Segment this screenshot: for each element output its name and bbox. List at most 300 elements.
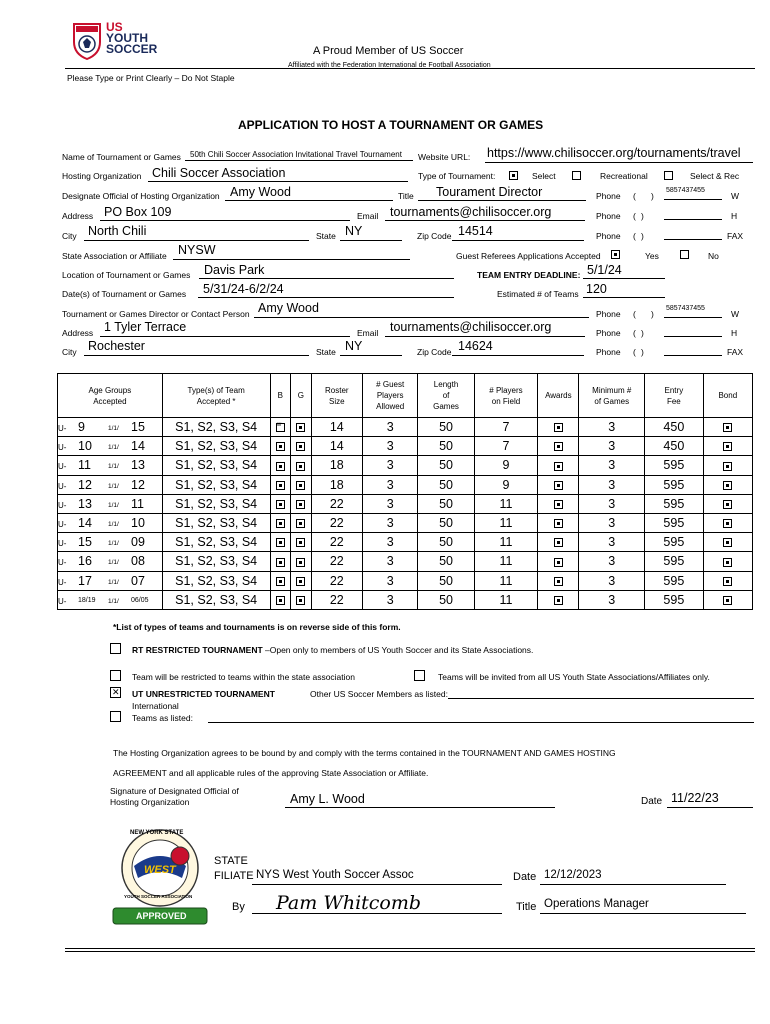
boys-cell[interactable] [270, 475, 291, 494]
header-min: Minimum # of Games [579, 374, 645, 418]
guest-cell[interactable]: 3 [362, 475, 417, 494]
guest-ref-label: Guest Referees Applications Accepted [456, 251, 601, 261]
seal-top: NEW YORK STATE [130, 830, 184, 836]
types-cell[interactable]: S1, S2, S3, S4 [162, 475, 270, 494]
roster-cell[interactable]: 18 [311, 475, 362, 494]
date-prefix: 1/1/ [108, 540, 119, 548]
age-cell[interactable] [58, 571, 163, 590]
bond-checkbox[interactable] [723, 442, 732, 451]
type-recreational-label: Recreational [600, 171, 648, 181]
length-cell[interactable]: 50 [418, 533, 474, 552]
ut-checkbox[interactable] [110, 687, 121, 698]
length-cell[interactable]: 50 [418, 475, 474, 494]
age-cell[interactable] [58, 475, 163, 494]
dates-field[interactable]: 5/31/24-6/2/24 [203, 282, 284, 296]
guest-ref-yes-checkbox[interactable] [611, 250, 620, 259]
guest-cell[interactable]: 3 [362, 571, 417, 590]
min-cell[interactable]: 3 [579, 494, 645, 513]
header-b: B [270, 374, 291, 418]
date-label: Date [641, 796, 663, 807]
girls-checkbox[interactable] [296, 462, 305, 471]
header-bond: Bond [703, 374, 752, 418]
paren: ( [633, 309, 636, 319]
approved-seal [110, 826, 210, 926]
header-awards: Awards [538, 374, 579, 418]
girls-checkbox[interactable] [296, 538, 305, 547]
location-field[interactable]: Davis Park [204, 263, 265, 277]
length-cell[interactable]: 50 [418, 437, 474, 456]
fee-cell[interactable]: 595 [645, 571, 704, 590]
types-cell[interactable]: S1, S2, S3, S4 [162, 552, 270, 571]
official-title-field[interactable]: Tourament Director [436, 185, 543, 199]
city-field[interactable]: North Chili [88, 224, 147, 238]
date-prefix: 1/1/ [108, 425, 119, 432]
phone-w-field[interactable]: 5857437455 [666, 187, 705, 194]
girls-cell[interactable] [291, 513, 312, 532]
affiliate-field[interactable]: NYS West Youth Soccer Assoc [256, 869, 414, 881]
girls-cell[interactable] [291, 437, 312, 456]
header-types: Type(s) of Team Accepted * [162, 374, 270, 418]
location-label: Location of Tournament or Games [62, 270, 191, 280]
boys-cell[interactable] [270, 552, 291, 571]
girls-cell[interactable] [291, 475, 312, 494]
deadline-field[interactable]: 5/1/24 [587, 263, 622, 277]
girls-checkbox[interactable] [296, 558, 305, 567]
invited-label: Teams will be invited from all US Youth State Associations/Affiliates only. [438, 672, 710, 682]
length-cell[interactable]: 50 [418, 456, 474, 475]
min-cell[interactable]: 3 [579, 437, 645, 456]
by-label: By [232, 901, 245, 913]
length-cell[interactable]: 50 [418, 552, 474, 571]
birth-year: 08 [131, 554, 145, 569]
type-select-label: Select [532, 171, 556, 181]
state-label: State [316, 231, 336, 241]
dir-city-field[interactable]: Rochester [88, 339, 145, 353]
roster-cell[interactable]: 22 [311, 552, 362, 571]
awards-cell[interactable] [538, 456, 579, 475]
agreement-line2: AGREEMENT and all applicable rules of the approving State Association or Affiliate. [113, 768, 429, 778]
field-cell[interactable]: 11 [474, 590, 538, 609]
bond-cell[interactable] [703, 418, 752, 437]
boys-cell[interactable] [270, 590, 291, 609]
awards-checkbox[interactable] [554, 538, 563, 547]
seal-mid: WEST [144, 864, 176, 876]
zip-label: Zip Code [417, 231, 452, 241]
dir-fax-phone-label: Phone [596, 347, 621, 357]
girls-checkbox[interactable] [296, 423, 305, 432]
dir-w-label: W [731, 309, 740, 319]
guest-cell[interactable]: 3 [362, 590, 417, 609]
sig-label: Signature of Designated Official of Hosting Organization [110, 786, 239, 807]
min-cell[interactable]: 3 [579, 475, 645, 494]
field-cell[interactable]: 7 [474, 418, 538, 437]
email-label: Email [357, 211, 379, 221]
rt-checkbox[interactable] [110, 643, 121, 654]
min-cell[interactable]: 3 [579, 571, 645, 590]
guest-cell[interactable]: 3 [362, 533, 417, 552]
signature-field[interactable]: Amy L. Wood [290, 792, 365, 806]
birth-year: 11 [131, 496, 144, 511]
bond-checkbox[interactable] [723, 558, 732, 567]
age-cell[interactable] [58, 590, 163, 609]
bond-cell[interactable] [703, 513, 752, 532]
bond-cell[interactable] [703, 456, 752, 475]
field-cell[interactable]: 9 [474, 475, 538, 494]
boys-checkbox[interactable] [276, 558, 285, 567]
field-cell[interactable]: 11 [474, 533, 538, 552]
logo-line1: US [106, 20, 123, 34]
fee-cell[interactable]: 450 [645, 437, 704, 456]
birth-year: 09 [131, 535, 145, 550]
approval-state-label: STATE [214, 855, 248, 867]
field-cell[interactable]: 11 [474, 552, 538, 571]
tagline: A Proud Member of US Soccer [313, 45, 464, 57]
boys-checkbox[interactable] [276, 596, 285, 605]
girls-checkbox[interactable] [296, 481, 305, 490]
awards-cell[interactable] [538, 571, 579, 590]
age-value: 10 [78, 439, 92, 454]
field-cell[interactable]: 7 [474, 437, 538, 456]
rt-bold: RT RESTRICTED TOURNAMENT [132, 645, 263, 655]
table-row [58, 533, 753, 552]
girls-checkbox[interactable] [296, 577, 305, 586]
roster-cell[interactable]: 22 [311, 494, 362, 513]
table-row [58, 590, 753, 609]
header-roster: Roster Size [311, 374, 362, 418]
approval-date-field[interactable]: 12/12/2023 [544, 869, 602, 881]
by-signature[interactable]: Pam Whitcomb [276, 892, 422, 914]
official-label: Designate Official of Hosting Organization [62, 191, 220, 201]
age-groups-table [57, 373, 753, 610]
bond-checkbox[interactable] [723, 500, 732, 509]
guest-cell[interactable]: 3 [362, 437, 417, 456]
address-label: Address [62, 211, 94, 221]
boys-checkbox[interactable] [276, 423, 285, 432]
guest-cell[interactable]: 3 [362, 418, 417, 437]
logo-line2: YOUTH [106, 31, 148, 45]
awards-checkbox[interactable] [554, 442, 563, 451]
awards-checkbox[interactable] [554, 596, 563, 605]
length-cell[interactable]: 50 [418, 513, 474, 532]
dir-state-field[interactable]: NY [345, 339, 363, 353]
types-cell[interactable]: S1, S2, S3, S4 [162, 418, 270, 437]
roster-cell[interactable]: 22 [311, 571, 362, 590]
roster-cell[interactable]: 18 [311, 456, 362, 475]
min-cell[interactable]: 3 [579, 552, 645, 571]
u-prefix: U- [58, 519, 67, 529]
tournament-name-field[interactable]: 50th Chili Soccer Association Invitational Travel Tournament [190, 150, 402, 159]
dir-address-label: Address [62, 328, 94, 338]
footer-divider-2 [65, 951, 755, 952]
fee-cell[interactable]: 595 [645, 552, 704, 571]
bond-cell[interactable] [703, 533, 752, 552]
birth-year: 14 [131, 439, 145, 454]
field-cell[interactable]: 11 [474, 494, 538, 513]
awards-cell[interactable] [538, 590, 579, 609]
girls-checkbox[interactable] [296, 519, 305, 528]
paren: ( [633, 347, 636, 357]
official-field[interactable]: Amy Wood [230, 185, 291, 199]
types-cell[interactable]: S1, S2, S3, S4 [162, 456, 270, 475]
age-value: 12 [78, 477, 92, 492]
bond-cell[interactable] [703, 475, 752, 494]
awards-cell[interactable] [538, 437, 579, 456]
boys-cell[interactable] [270, 418, 291, 437]
dir-phone-label: Phone [596, 309, 621, 319]
address-field[interactable]: PO Box 109 [104, 205, 172, 219]
email-field[interactable]: tournaments@chilisoccer.org [390, 205, 552, 219]
birth-year: 10 [131, 515, 145, 530]
fee-cell[interactable]: 595 [645, 533, 704, 552]
age-value: 13 [78, 496, 92, 511]
paren: ( [633, 211, 636, 221]
bond-cell[interactable] [703, 437, 752, 456]
awards-checkbox[interactable] [554, 481, 563, 490]
u-prefix: U- [58, 424, 67, 433]
guest-ref-no-checkbox[interactable] [680, 250, 689, 259]
type-select-rec-checkbox[interactable] [664, 171, 673, 180]
approval-affiliate-label: FILIATE [214, 870, 254, 882]
state-field[interactable]: NY [345, 224, 363, 238]
length-cell[interactable]: 50 [418, 418, 474, 437]
state-assoc-field[interactable]: NYSW [178, 243, 216, 257]
website-label: Website URL: [418, 152, 471, 162]
awards-cell[interactable] [538, 552, 579, 571]
type-select-checkbox[interactable] [509, 171, 518, 180]
age-cell[interactable] [58, 418, 163, 437]
guest-cell[interactable]: 3 [362, 456, 417, 475]
types-cell[interactable]: S1, S2, S3, S4 [162, 533, 270, 552]
min-cell[interactable]: 3 [579, 590, 645, 609]
tournament-name-label: Name of Tournament or Games [62, 152, 181, 162]
awards-cell[interactable] [538, 513, 579, 532]
header-field: # Players on Field [474, 374, 538, 418]
girls-cell[interactable] [291, 552, 312, 571]
awards-cell[interactable] [538, 494, 579, 513]
age-cell[interactable] [58, 494, 163, 513]
est-teams-label: Estimated # of Teams [497, 289, 579, 299]
roster-cell[interactable]: 14 [311, 418, 362, 437]
types-cell[interactable]: S1, S2, S3, S4 [162, 590, 270, 609]
international-label: International [132, 701, 179, 711]
h-label: H [731, 211, 738, 221]
awards-checkbox[interactable] [554, 423, 563, 432]
guest-cell[interactable]: 3 [362, 552, 417, 571]
fee-cell[interactable]: 595 [645, 494, 704, 513]
u-prefix: U- [58, 500, 67, 510]
boys-checkbox[interactable] [276, 538, 285, 547]
est-teams-field[interactable]: 120 [586, 282, 607, 296]
type-label: Type of Tournament: [418, 171, 496, 181]
hosting-org-label: Hosting Organization [62, 171, 142, 181]
logo-line3: SOCCER [106, 42, 158, 56]
age-cell[interactable] [58, 552, 163, 571]
girls-cell[interactable] [291, 590, 312, 609]
teams-listed-label: Teams as listed: [132, 713, 193, 723]
rt-label [132, 645, 533, 655]
birth-year: 07 [131, 573, 145, 588]
bond-checkbox[interactable] [723, 596, 732, 605]
roster-cell[interactable]: 22 [311, 513, 362, 532]
table-row [58, 494, 753, 513]
fee-cell[interactable]: 595 [645, 456, 704, 475]
dir-h-label: H [731, 328, 738, 338]
awards-cell[interactable] [538, 533, 579, 552]
bond-checkbox[interactable] [723, 538, 732, 547]
zip-field[interactable]: 14514 [458, 224, 493, 238]
roster-cell[interactable]: 22 [311, 533, 362, 552]
awards-cell[interactable] [538, 418, 579, 437]
girls-cell[interactable] [291, 571, 312, 590]
table-row [58, 513, 753, 532]
u-prefix: U- [58, 596, 67, 606]
girls-checkbox[interactable] [296, 442, 305, 451]
table-row [58, 418, 753, 437]
types-cell[interactable]: S1, S2, S3, S4 [162, 513, 270, 532]
dir-zip-label: Zip Code [417, 347, 452, 357]
header-fee: Entry Fee [645, 374, 704, 418]
min-cell[interactable]: 3 [579, 456, 645, 475]
u-prefix: U- [58, 558, 67, 568]
boys-checkbox[interactable] [276, 462, 285, 471]
approval-title-label: Title [516, 901, 537, 913]
fee-cell[interactable]: 595 [645, 590, 704, 609]
dir-phone-field[interactable]: 5857437455 [666, 305, 705, 312]
age-value: 11 [78, 458, 91, 473]
teams-listed-checkbox[interactable] [110, 711, 121, 722]
yes-label: Yes [645, 251, 659, 261]
length-cell[interactable]: 50 [418, 494, 474, 513]
girls-checkbox[interactable] [296, 500, 305, 509]
dir-address-field[interactable]: 1 Tyler Terrace [104, 320, 187, 334]
phone-w-label: W [731, 191, 740, 201]
girls-checkbox[interactable] [296, 596, 305, 605]
type-recreational-checkbox[interactable] [572, 171, 581, 180]
field-cell[interactable]: 9 [474, 456, 538, 475]
header-divider [65, 68, 755, 69]
awards-cell[interactable] [538, 475, 579, 494]
paren-close: ) [641, 347, 644, 357]
boys-checkbox[interactable] [276, 442, 285, 451]
bond-cell[interactable] [703, 571, 752, 590]
dir-email-field[interactable]: tournaments@chilisoccer.org [390, 320, 552, 334]
fee-cell[interactable]: 595 [645, 513, 704, 532]
boys-checkbox[interactable] [276, 577, 285, 586]
boys-cell[interactable] [270, 456, 291, 475]
roster-cell[interactable]: 14 [311, 437, 362, 456]
birth-year: 06/05 [131, 596, 149, 604]
date-prefix: 1/1/ [108, 578, 119, 586]
roster-cell[interactable]: 22 [311, 590, 362, 609]
bond-cell[interactable] [703, 590, 752, 609]
age-value: 18/19 [78, 596, 96, 604]
bond-checkbox[interactable] [723, 519, 732, 528]
boys-cell[interactable] [270, 437, 291, 456]
table-row [58, 437, 753, 456]
shield-icon [72, 22, 102, 60]
fee-cell[interactable]: 450 [645, 418, 704, 437]
seal-approved: APPROVED [136, 911, 187, 921]
dir-zip-field[interactable]: 14624 [458, 339, 493, 353]
age-value: 15 [78, 535, 92, 550]
boys-cell[interactable] [270, 494, 291, 513]
awards-checkbox[interactable] [554, 558, 563, 567]
table-row [58, 571, 753, 590]
awards-checkbox[interactable] [554, 462, 563, 471]
phone-label: Phone [596, 191, 621, 201]
fee-cell[interactable]: 595 [645, 475, 704, 494]
other-members-label: Other US Soccer Members as listed: [310, 689, 448, 699]
bond-checkbox[interactable] [723, 481, 732, 490]
awards-checkbox[interactable] [554, 519, 563, 528]
boys-cell[interactable] [270, 571, 291, 590]
bond-cell[interactable] [703, 552, 752, 571]
bond-cell[interactable] [703, 494, 752, 513]
date-prefix: 1/1/ [108, 482, 119, 490]
boys-checkbox[interactable] [276, 519, 285, 528]
awards-checkbox[interactable] [554, 500, 563, 509]
director-field[interactable]: Amy Wood [258, 301, 319, 315]
age-cell[interactable] [58, 437, 163, 456]
girls-cell[interactable] [291, 533, 312, 552]
min-cell[interactable]: 3 [579, 418, 645, 437]
seal-bottom: YOUTH SOCCER ASSOCIATION [124, 894, 193, 899]
min-cell[interactable]: 3 [579, 513, 645, 532]
u-prefix: U- [58, 539, 67, 549]
u-prefix: U- [58, 462, 67, 472]
min-cell[interactable]: 3 [579, 533, 645, 552]
guest-cell[interactable]: 3 [362, 513, 417, 532]
types-cell[interactable]: S1, S2, S3, S4 [162, 437, 270, 456]
fax-label: FAX [727, 231, 744, 241]
bond-checkbox[interactable] [723, 462, 732, 471]
boys-checkbox[interactable] [276, 500, 285, 509]
within-state-checkbox[interactable] [110, 670, 121, 681]
bond-checkbox[interactable] [723, 423, 732, 432]
age-cell[interactable] [58, 513, 163, 532]
city-label: City [62, 231, 77, 241]
boys-cell[interactable] [270, 533, 291, 552]
field-cell[interactable]: 11 [474, 571, 538, 590]
field-cell[interactable]: 11 [474, 513, 538, 532]
affiliation: Affiliated with the Federation International de Football Association [288, 62, 491, 69]
header-g: G [291, 374, 312, 418]
table-row [58, 552, 753, 571]
age-cell[interactable] [58, 456, 163, 475]
girls-cell[interactable] [291, 494, 312, 513]
types-cell[interactable]: S1, S2, S3, S4 [162, 494, 270, 513]
table-row [58, 456, 753, 475]
bond-checkbox[interactable] [723, 577, 732, 586]
paren: ( [633, 231, 636, 241]
length-cell[interactable]: 50 [418, 590, 474, 609]
invited-checkbox[interactable] [414, 670, 425, 681]
website-field[interactable]: https://www.chilisoccer.org/tournaments/travel [487, 146, 741, 160]
age-cell[interactable] [58, 533, 163, 552]
guest-cell[interactable]: 3 [362, 494, 417, 513]
paren-close: ) [641, 211, 644, 221]
types-cell[interactable]: S1, S2, S3, S4 [162, 571, 270, 590]
sig-date-field[interactable]: 11/22/23 [671, 791, 719, 805]
awards-checkbox[interactable] [554, 577, 563, 586]
length-cell[interactable]: 50 [418, 571, 474, 590]
girls-cell[interactable] [291, 456, 312, 475]
hosting-org-field[interactable]: Chili Soccer Association [152, 166, 286, 180]
boys-cell[interactable] [270, 513, 291, 532]
girls-cell[interactable] [291, 418, 312, 437]
boys-checkbox[interactable] [276, 481, 285, 490]
approval-title-field[interactable]: Operations Manager [544, 898, 649, 910]
